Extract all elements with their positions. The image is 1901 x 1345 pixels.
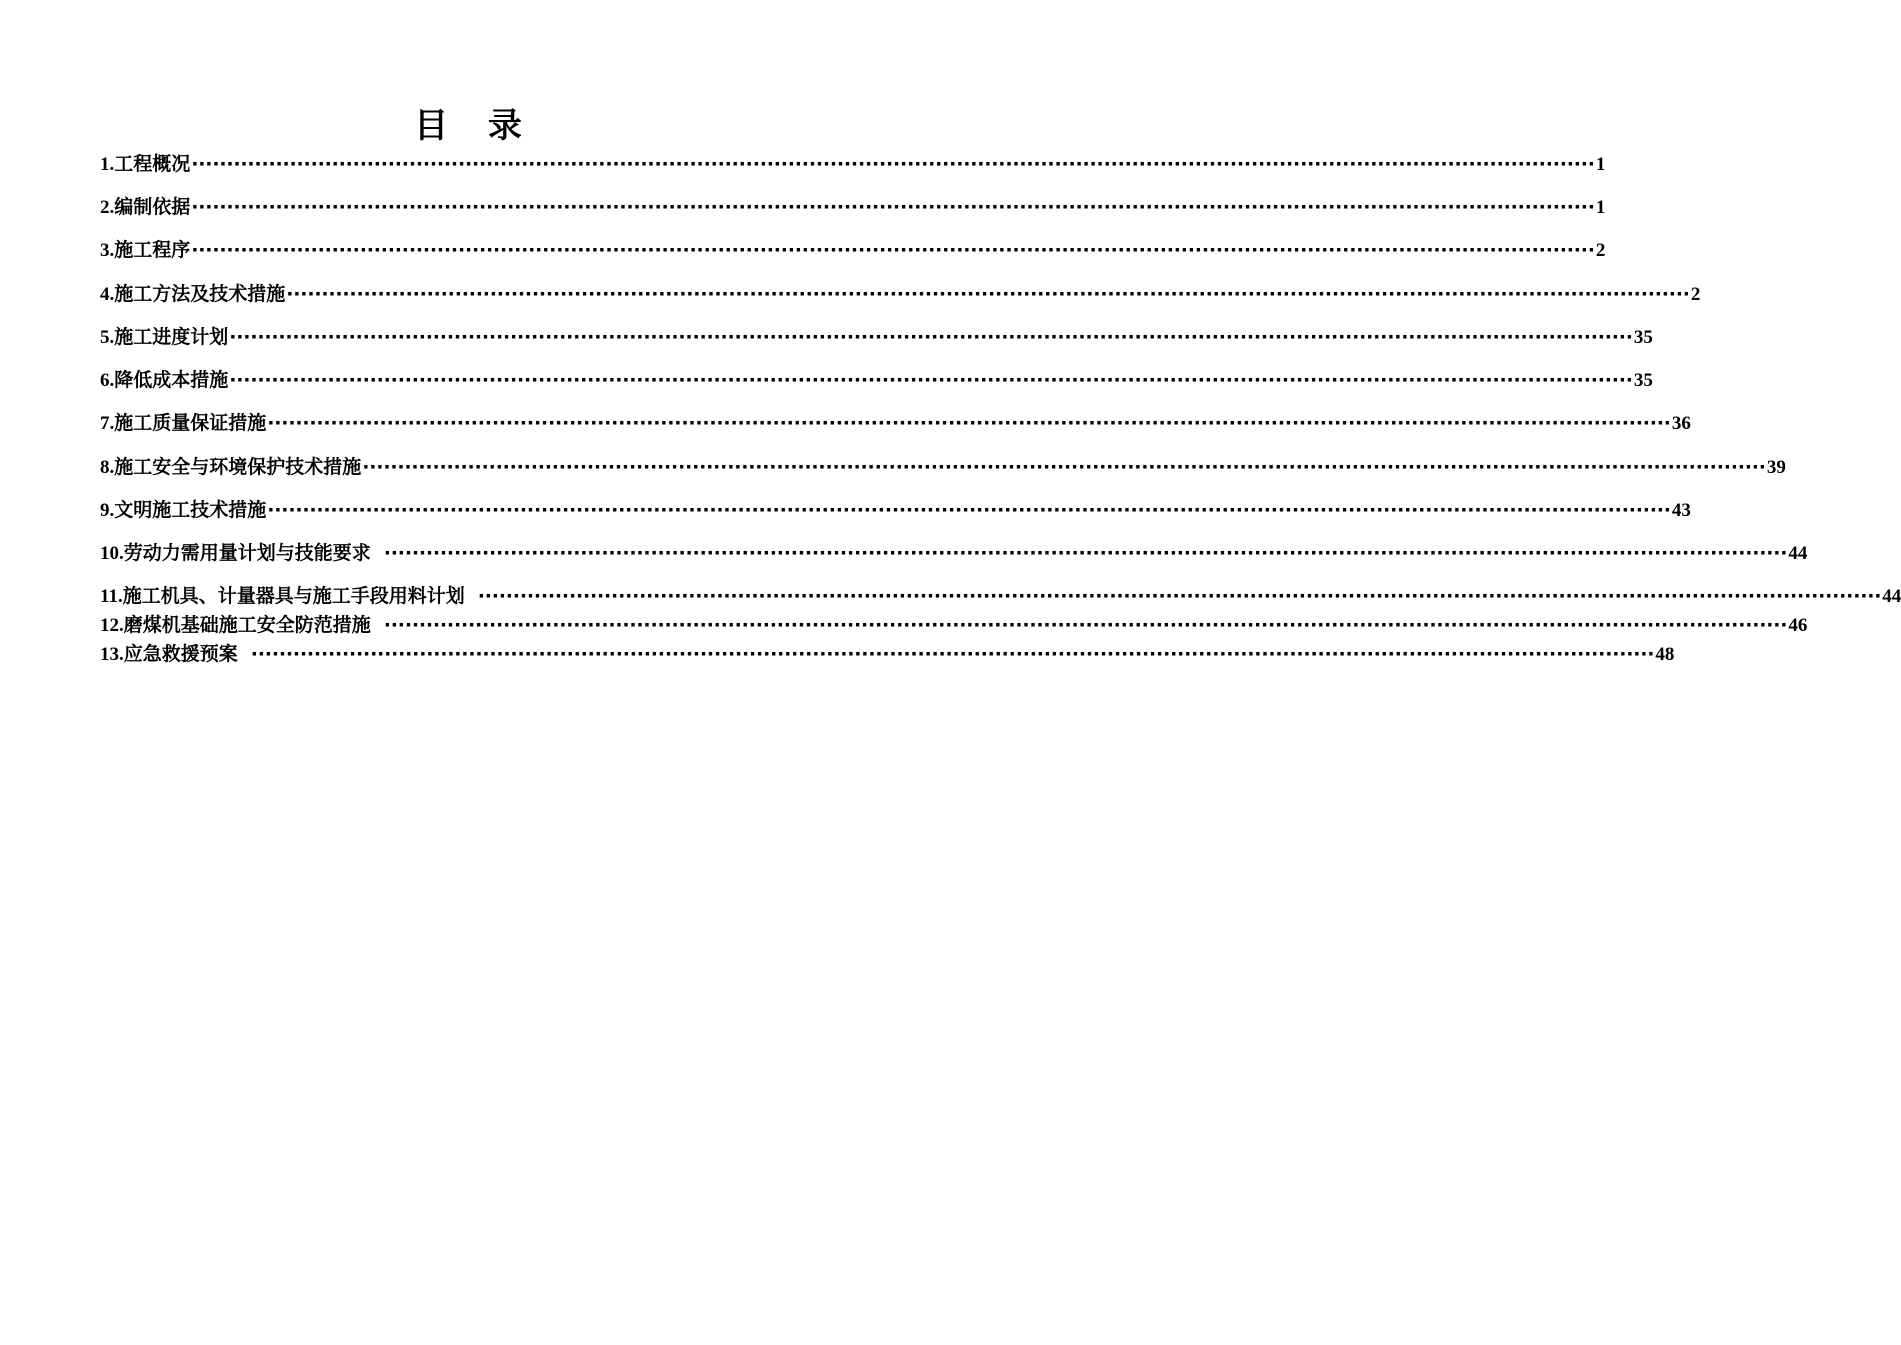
toc-entry-number: 9. [100,500,115,521]
toc-leader-dots: ········································································································································································································ [286,283,1690,305]
toc-entry[interactable] [100,194,1606,220]
toc-entry-text: 工程概况 [114,153,191,175]
toc-entry[interactable] [100,410,1691,436]
toc-leader-dots: ········································································································································································································ [191,153,1595,175]
toc-entry-page: 48 [1655,644,1675,665]
toc-entry[interactable] [100,612,1808,638]
toc-entry-number: 4. [100,284,115,305]
toc-entry-page: 1 [1595,197,1606,218]
toc-entry-text: 编制依据 [114,196,191,218]
toc-entry[interactable] [100,281,1701,307]
toc-entry[interactable] [100,641,1675,667]
toc-entry-text: 施工方法及技术措施 [114,283,286,305]
toc-entry-text: 施工程序 [114,239,191,261]
toc-entry[interactable] [100,367,1653,393]
toc-leader-dots: ········································································································································································································ [229,326,1633,348]
toc-title: 目 录 [414,106,536,146]
toc-entry[interactable] [100,237,1606,263]
toc-leader-dots: ········································································································································································································ [362,456,1766,478]
toc-leader-dots: ········································································································································································································ [267,499,1671,521]
toc-entry-number: 8. [100,457,115,478]
toc-entry-page: 39 [1766,457,1786,478]
toc-entry-page: 1 [1595,154,1606,175]
toc-leader-dots: ········································································································································································································ [191,196,1595,218]
toc-entry-text: 施工机具、计量器具与施工手段用料计划 [122,585,465,607]
toc-leader-dots: ········································································································································································································ [383,614,1788,636]
toc-leader-dots: ········································································································································································································ [191,239,1595,261]
toc-entry-page: 44 [1788,543,1808,564]
toc-entry-text: 文明施工技术措施 [114,499,267,521]
toc-entry-text: 施工进度计划 [114,326,229,348]
toc-entry-page: 36 [1671,413,1691,434]
toc-entry-number: 5. [100,327,115,348]
toc-entry[interactable] [100,497,1691,523]
toc-leader-dots: ········································································································································································································ [383,542,1788,564]
toc-entry-text: 降低成本措施 [114,369,229,391]
toc-leader-dots: ········································································································································································································ [229,369,1633,391]
toc-entry-page: 44 [1882,586,1901,607]
toc-leader-dots: ········································································································································································································ [477,585,1882,607]
toc-entry-number: 11. [100,586,123,607]
toc-entry-page: 35 [1633,327,1653,348]
toc-entry-number: 12. [100,615,124,636]
toc-entry-number: 3. [100,240,115,261]
toc-entry-text: 施工安全与环境保护技术措施 [114,456,362,478]
toc-leader-dots: ········································································································································································································ [250,643,1655,665]
toc-entry[interactable] [100,540,1808,566]
toc-entry-page: 2 [1595,240,1606,261]
toc-entry-text: 磨煤机基础施工安全防范措施 [123,614,371,636]
toc-entry-number: 1. [100,154,115,175]
toc-entry-number: 7. [100,413,115,434]
toc-leader-dots: ········································································································································································································ [267,412,1671,434]
toc-entry-text: 施工质量保证措施 [114,412,267,434]
toc-entry-number: 10. [100,543,124,564]
toc-entry[interactable] [100,324,1653,350]
toc-entry-number: 2. [100,197,115,218]
toc-entry[interactable] [100,151,1606,177]
toc-entry-number: 6. [100,370,115,391]
toc-entry-page: 46 [1788,615,1808,636]
toc-entry-page: 43 [1671,500,1691,521]
toc-entry[interactable] [100,454,1786,480]
toc-entry-number: 13. [100,644,124,665]
toc-entry-page: 35 [1633,370,1653,391]
toc-entry-page: 2 [1690,284,1701,305]
toc-entry-text: 劳动力需用量计划与技能要求 [123,542,371,564]
toc-entry-text: 应急救援预案 [123,643,238,665]
toc-entry[interactable] [100,583,1901,609]
